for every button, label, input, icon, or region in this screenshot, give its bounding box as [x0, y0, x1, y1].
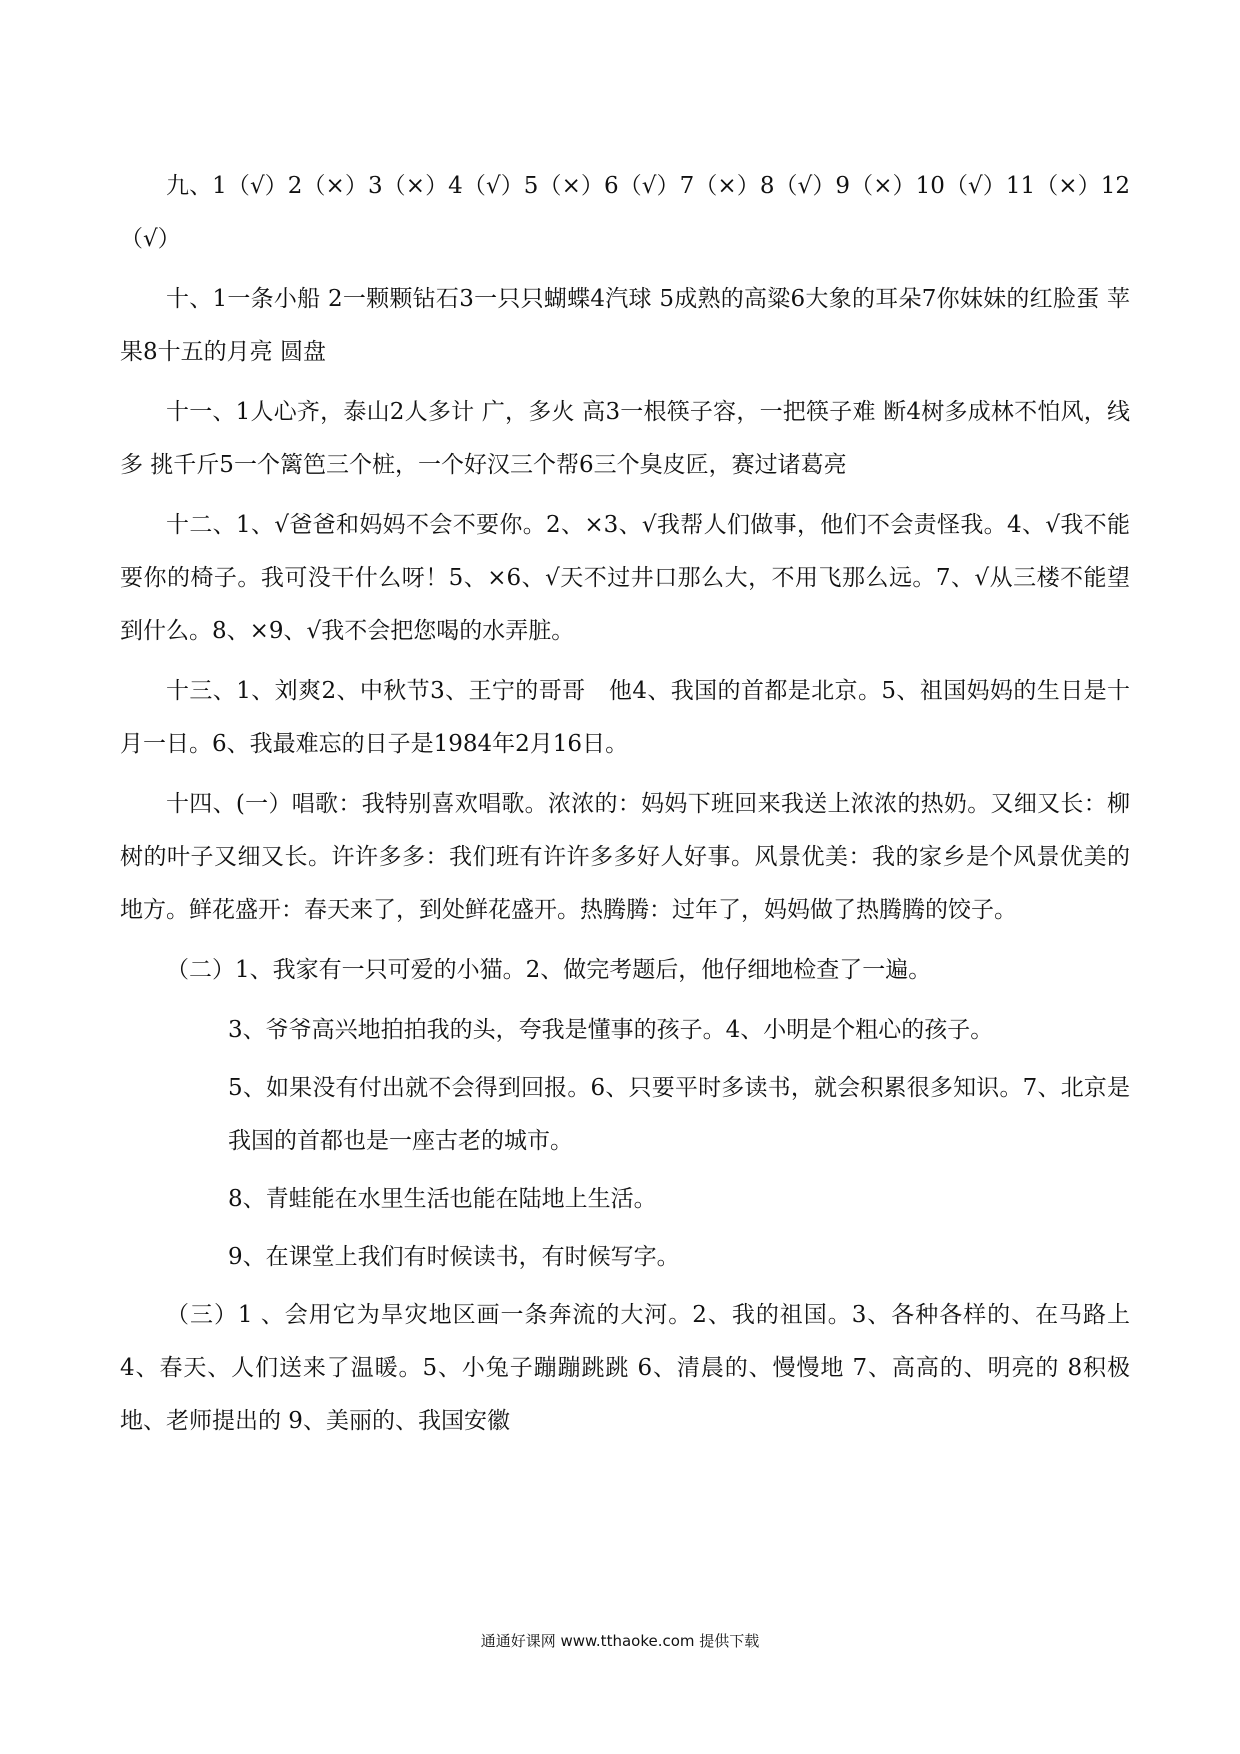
answer-section-14-part-2-line-3: 5、如果没有付出就不会得到回报。6、只要平时多读书，就会积累很多知识。7、北京是我国的首都也是一座古老的城市。	[228, 1075, 1130, 1154]
answer-section-14-part-2-line-2: 3、爷爷高兴地拍拍我的头，夸我是懂事的孩子。4、小明是个粗心的孩子。	[228, 1017, 994, 1043]
answer-section-14-part-2-line-4: 8、青蛙能在水里生活也能在陆地上生活。	[228, 1186, 657, 1212]
answer-section-14-part-2-line-1: （二）1、我家有一只可爱的小猫。2、做完考题后，他仔细地检查了一遍。	[166, 957, 932, 983]
answer-section-14-part-2-line-5: 9、在课堂上我们有时候读书，有时候写字。	[228, 1244, 680, 1270]
answer-content	[120, 160, 1130, 1455]
answer-section-11: 十一、1人心齐，泰山2人多计 广，多火 高3一根筷子容，一把筷子难 断4树多成林不怕风，线多 挑千斤5一个篱笆三个桩，一个好汉三个帮6三个臭皮匠，赛过诸葛亮	[120, 399, 1130, 478]
answer-section-9: 九、1（√）2（×）3（×）4（√）5（×）6（√）7（×）8（√）9（×）10（√）11（×）12（√）	[120, 173, 1130, 252]
answer-section-12: 十二、1、√爸爸和妈妈不会不要你。2、×3、√我帮人们做事，他们不会责怪我。4、√我不能要你的椅子。我可没干什么呀！5、×6、√天不过井口那么大，不用飞那么远。7、√从三楼不能望到什么。8、×9、√我不会把您喝的水弄脏。	[120, 512, 1130, 644]
answer-section-10: 十、1一条小船 2一颗颗钻石3一只只蝴蝶4汽球 5成熟的高粱6大象的耳朵7你妹妹的红脸蛋 苹果8十五的月亮 圆盘	[120, 286, 1130, 365]
answer-section-14-part-1: 十四、(一）唱歌：我特别喜欢唱歌。浓浓的：妈妈下班回来我送上浓浓的热奶。又细又长：柳树的叶子又细又长。许许多多：我们班有许许多多好人好事。风景优美：我的家乡是个风景优美的地方。鲜花盛开：春天来了，到处鲜花盛开。热腾腾：过年了，妈妈做了热腾腾的饺子。	[120, 791, 1130, 923]
answer-section-13: 十三、1、刘爽2、中秋节3、王宁的哥哥 他4、我国的首都是北京。5、祖国妈妈的生日是十月一日。6、我最难忘的日子是1984年2月16日。	[120, 678, 1130, 757]
footer-download-note: 通通好课网 www.tthaoke.com 提供下载	[480, 1632, 760, 1650]
answer-section-14-part-3: （三）1 、会用它为旱灾地区画一条奔流的大河。2、我的祖国。3、各种各样的、在马路上 4、春天、人们送来了温暖。5、小兔子蹦蹦跳跳 6、清晨的、慢慢地 7、高高的、明亮的 8积极地、老师提出的 9、美丽的、我国安徽	[120, 1302, 1130, 1434]
